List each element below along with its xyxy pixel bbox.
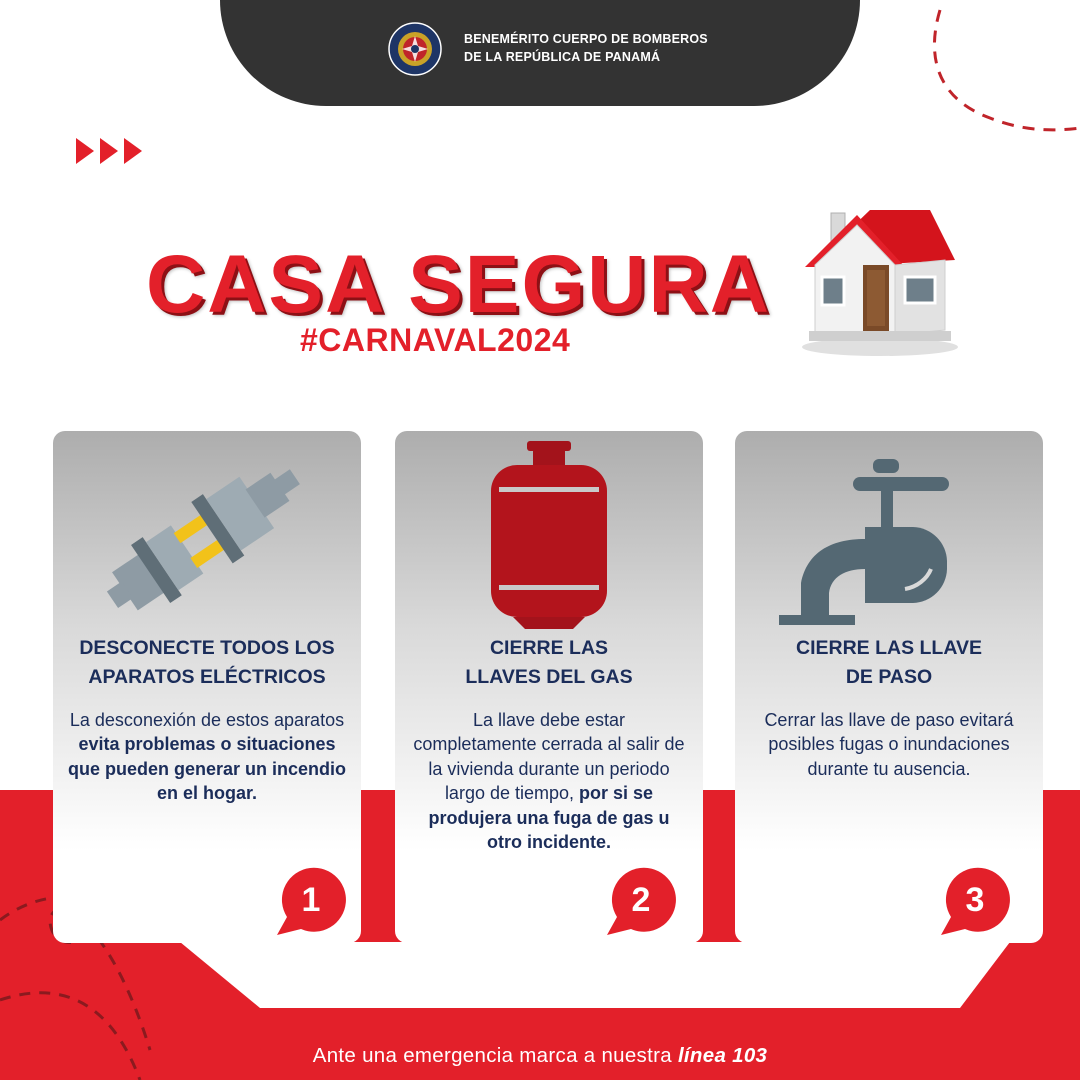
card-body — [67, 708, 347, 806]
card-body — [749, 708, 1029, 781]
card-heading — [401, 634, 697, 692]
house-icon — [795, 205, 960, 360]
card-heading-line: DE PASO — [845, 666, 933, 688]
org-line-1: BENEMÉRITO CUERPO DE BOMBEROS — [464, 32, 708, 46]
card-body-plain: Cerrar las llave de paso evitará posibles fugas o inundaciones durante tu ausencia. — [764, 710, 1014, 779]
number-badge — [599, 863, 679, 939]
dashed-curve-decoration — [920, 0, 1080, 150]
card-close-water-valve — [735, 431, 1043, 943]
badge-number: 1 — [301, 881, 321, 919]
card-close-gas — [395, 431, 703, 943]
card-body-bold: evita problemas o situaciones que pueden generar un incendio en el hogar. — [67, 734, 347, 804]
card-body-plain: La desconexión de estos aparatos — [69, 710, 345, 730]
card-heading — [59, 634, 355, 692]
gas-cylinder-icon — [395, 441, 703, 641]
emergency-footer — [0, 1044, 1080, 1068]
card-heading-line: DESCONECTE TODOS LOS — [79, 637, 335, 659]
organization-name — [464, 30, 708, 66]
card-heading-line: LLAVES DEL GAS — [465, 666, 633, 688]
badge-number: 2 — [631, 881, 651, 919]
water-faucet-icon — [735, 441, 1043, 641]
card-body — [409, 708, 689, 854]
number-badge — [933, 863, 1013, 939]
number-badge — [269, 863, 349, 939]
card-heading-line: APARATOS ELÉCTRICOS — [88, 666, 326, 688]
plug-icon — [53, 441, 361, 641]
card-body-plain: La llave debe estar completamente cerrada al salir de la vivienda durante un periodo largo de tiempo, — [413, 710, 685, 804]
hashtag: #CARNAVAL2024 — [300, 322, 571, 358]
page-title: CASA SEGURA — [146, 239, 771, 330]
emergency-line: línea 103 — [677, 1044, 768, 1067]
card-heading-line: CIERRE LAS — [489, 637, 609, 659]
org-line-2: DE LA REPÚBLICA DE PANAMÁ — [464, 50, 661, 64]
card-heading-line: CIERRE LAS LLAVE — [796, 637, 982, 659]
footer-text: Ante una emergencia marca a nuestra — [312, 1044, 678, 1067]
badge-number: 3 — [965, 881, 985, 919]
card-body-bold: por si se produjera una fuga de gas u otro incidente. — [428, 783, 670, 853]
triple-arrow-icon — [74, 136, 144, 166]
card-heading — [741, 634, 1037, 692]
firefighter-badge-icon — [388, 22, 442, 76]
card-disconnect-appliances — [53, 431, 361, 943]
